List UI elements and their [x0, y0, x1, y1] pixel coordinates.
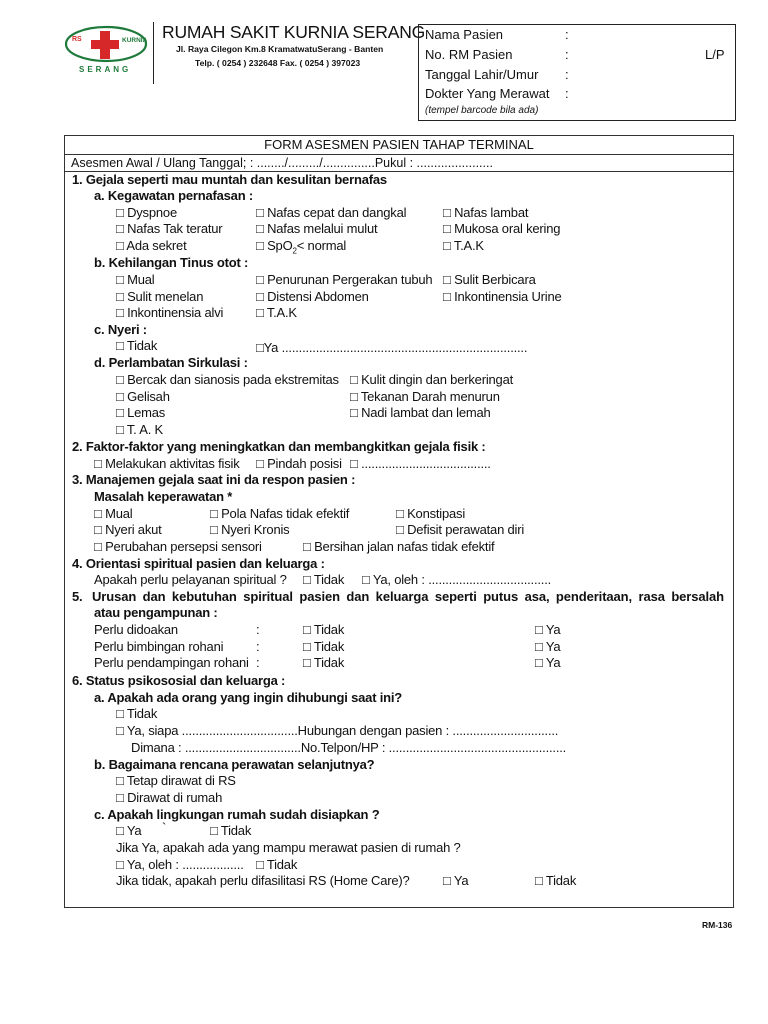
checkbox-td-menurun[interactable]: □ Tekanan Darah menurun — [350, 389, 500, 404]
checkbox-nyeri-ya[interactable]: □Ya ........................................................................ — [256, 340, 528, 355]
stray-tick-mark: ` — [162, 820, 167, 835]
checkbox-mukosa-kering[interactable]: □ Mukosa oral kering — [443, 221, 561, 236]
contact-where-line[interactable]: Dimana : ..................................No.Telpon/HP : .................................................... — [131, 740, 567, 755]
barcode-note: (tempel barcode bila ada) — [425, 105, 539, 116]
logo-text-kurnia: KURNIA — [122, 37, 148, 44]
row-label-didoakan: Perlu didoakan — [94, 622, 178, 637]
checkbox-homecare-tidak[interactable]: □ Tidak — [535, 873, 577, 888]
section-6-title: 6. Status psikososial dan keluarga : — [72, 673, 286, 688]
checkbox-pindah-posisi[interactable]: □ Pindah posisi — [256, 456, 342, 471]
hospital-name: RUMAH SAKIT KURNIA SERANG — [162, 22, 426, 42]
spiritual-question: Apakah perlu pelayanan spiritual ? — [94, 572, 287, 587]
patient-rm-label: No. RM Pasien — [425, 47, 513, 62]
checkbox-nyeri-tidak[interactable]: □ Tidak — [116, 338, 158, 353]
section-4-title: 4. Orientasi spiritual pasien dan keluarga : — [72, 556, 325, 571]
checkbox-didoakan-tidak[interactable]: □ Tidak — [303, 622, 345, 637]
section-1d-title: d. Perlambatan Sirkulasi : — [94, 355, 248, 370]
patient-name-colon: : — [565, 27, 569, 42]
assessment-date-line: Asesmen Awal / Ulang Tanggal; : ......../........./...............Pukul : ...................... — [65, 154, 733, 172]
patient-doctor-label: Dokter Yang Merawat — [425, 86, 550, 101]
checkbox-lainnya-2[interactable]: □ ...................................... — [350, 456, 491, 471]
checkbox-contact-tidak[interactable]: □ Tidak — [116, 706, 158, 721]
checkbox-bimbingan-tidak[interactable]: □ Tidak — [303, 639, 345, 654]
checkbox-dirawat-rs[interactable]: □ Tetap dirawat di RS — [116, 773, 236, 788]
checkbox-penurunan-gerak[interactable]: □ Penurunan Pergerakan tubuh — [256, 272, 433, 287]
patient-dob-colon: : — [565, 67, 569, 82]
form-title: FORM ASESMEN PASIEN TAHAP TERMINAL — [65, 136, 733, 155]
checkbox-inkontinensia-urine[interactable]: □ Inkontinensia Urine — [443, 289, 562, 304]
checkbox-pendampingan-ya[interactable]: □ Ya — [535, 655, 561, 670]
checkbox-nafas-lambat[interactable]: □ Nafas lambat — [443, 205, 529, 220]
checkbox-caregiver-tidak[interactable]: □ Tidak — [256, 857, 298, 872]
patient-identity-box — [418, 24, 736, 121]
checkbox-rumah-tidak[interactable]: □ Tidak — [210, 823, 252, 838]
checkbox-konstipasi[interactable]: □ Konstipasi — [396, 506, 466, 521]
checkbox-kulit-dingin[interactable]: □ Kulit dingin dan berkeringat — [350, 372, 514, 387]
patient-gender: L/P — [705, 47, 725, 62]
patient-doctor-colon: : — [565, 86, 569, 101]
checkbox-spiritual-ya[interactable]: □ Ya, oleh : .................................... — [362, 572, 552, 587]
checkbox-nadi-lambat[interactable]: □ Nadi lambat dan lemah — [350, 405, 491, 420]
header-divider — [153, 22, 154, 84]
homecare-question: Jika tidak, apakah perlu difasilitasi RS (Home Care)? — [116, 873, 410, 888]
checkbox-contact-ya[interactable]: □ Ya, siapa ..................................Hubungan dengan pasien : ............................... — [116, 723, 559, 738]
logo-text-serang: SERANG — [79, 65, 132, 74]
checkbox-dirawat-rumah[interactable]: □ Dirawat di rumah — [116, 790, 223, 805]
section-1b-title: b. Kehilangan Tinus otot : — [94, 255, 249, 270]
checkbox-sulit-menelan[interactable]: □ Sulit menelan — [116, 289, 204, 304]
hospital-phone: Telp. ( 0254 ) 232648 Fax. ( 0254 ) 397023 — [195, 58, 361, 68]
row-label-bimbingan: Perlu bimbingan rohani — [94, 639, 224, 654]
checkbox-bersihan-jalan-nafas[interactable]: □ Bersihan jalan nafas tidak efektif — [303, 539, 495, 554]
patient-rm-colon: : — [565, 47, 569, 62]
row-colon: : — [256, 639, 260, 654]
checkbox-nyeri-kronis[interactable]: □ Nyeri Kronis — [210, 522, 290, 537]
form-code: RM-136 — [702, 920, 733, 930]
section-3-title: 3. Manajemen gejala saat ini da respon pasien : — [72, 472, 356, 487]
checkbox-nyeri-akut[interactable]: □ Nyeri akut — [94, 522, 162, 537]
checkbox-tak-1b[interactable]: □ T.A.K — [256, 305, 297, 320]
section-5-number: 5. — [72, 589, 83, 604]
section-1a-title: a. Kegawatan pernafasan : — [94, 188, 253, 203]
checkbox-ada-sekret[interactable]: □ Ada sekret — [116, 238, 187, 253]
checkbox-caregiver-ya[interactable]: □ Ya, oleh : .................. — [116, 857, 244, 872]
section-3-subtitle: Masalah keperawatan * — [94, 489, 233, 504]
section-6c-title: c. Apakah lingkungan rumah sudah disiapkan ? — [94, 807, 380, 822]
row-colon: : — [256, 622, 260, 637]
section-1-title: 1. Gejala seperti mau muntah dan kesulitan bernafas — [72, 172, 387, 187]
section-6a-title: a. Apakah ada orang yang ingin dihubungi saat ini? — [94, 690, 403, 705]
checkbox-bimbingan-ya[interactable]: □ Ya — [535, 639, 561, 654]
caregiver-question: Jika Ya, apakah ada yang mampu merawat pasien di rumah ? — [116, 840, 461, 855]
patient-dob-label: Tanggal Lahir/Umur — [425, 67, 539, 82]
section-2-title: 2. Faktor-faktor yang meningkatkan dan membangkitkan gejala fisik : — [72, 439, 486, 454]
patient-name-label: Nama Pasien — [425, 27, 504, 42]
row-colon: : — [256, 655, 260, 670]
section-6b-title: b. Bagaimana rencana perawatan selanjutnya? — [94, 757, 375, 772]
checkbox-nafas-cepat[interactable]: □ Nafas cepat dan dangkal — [256, 205, 407, 220]
checkbox-rumah-ya[interactable]: □ Ya — [116, 823, 142, 838]
checkbox-spiritual-tidak[interactable]: □ Tidak — [303, 572, 345, 587]
logo-text-rs: RS — [72, 36, 82, 43]
checkbox-gelisah[interactable]: □ Gelisah — [116, 389, 170, 404]
hospital-address: Jl. Raya Cilegon Km.8 KramatwatuSerang - Banten — [176, 44, 384, 54]
checkbox-didoakan-ya[interactable]: □ Ya — [535, 622, 561, 637]
checkbox-distensi[interactable]: □ Distensi Abdomen — [256, 289, 369, 304]
checkbox-homecare-ya[interactable]: □ Ya — [443, 873, 469, 888]
checkbox-mual-1b[interactable]: □ Mual — [116, 272, 155, 287]
checkbox-sulit-bicara[interactable]: □ Sulit Berbicara — [443, 272, 536, 287]
row-label-pendampingan: Perlu pendampingan rohani — [94, 655, 249, 670]
checkbox-pola-nafas[interactable]: □ Pola Nafas tidak efektif — [210, 506, 350, 521]
section-5-title: Urusan dan kebutuhan spiritual pasien dan keluarga seperti putus asa, penderitaan, rasa bersalah — [92, 589, 724, 604]
checkbox-spo2[interactable]: □ SpO$_2$< normal — [256, 238, 347, 256]
checkbox-pendampingan-tidak[interactable]: □ Tidak — [303, 655, 345, 670]
checkbox-tak-1a[interactable]: □ T.A.K — [443, 238, 484, 253]
checkbox-mual-3[interactable]: □ Mual — [94, 506, 133, 521]
checkbox-inkontinensia-alvi[interactable]: □ Inkontinensia alvi — [116, 305, 224, 320]
checkbox-bercak-sianosis[interactable]: □ Bercak dan sianosis pada ekstremitas — [116, 372, 339, 387]
checkbox-lemas[interactable]: □ Lemas — [116, 405, 166, 420]
checkbox-persepsi-sensori[interactable]: □ Perubahan persepsi sensori — [94, 539, 262, 554]
checkbox-nafas-tak-teratur[interactable]: □ Nafas Tak teratur — [116, 221, 223, 236]
checkbox-dyspnoe[interactable]: □ Dyspnoe — [116, 205, 177, 220]
checkbox-tak-1d[interactable]: □ T. A. K — [116, 422, 164, 437]
checkbox-defisit-perawatan[interactable]: □ Defisit perawatan diri — [396, 522, 525, 537]
section-5-title-cont: atau pengampunan : — [94, 605, 218, 620]
checkbox-aktivitas-fisik[interactable]: □ Melakukan aktivitas fisik — [94, 456, 240, 471]
checkbox-nafas-mulut[interactable]: □ Nafas melalui mulut — [256, 221, 378, 236]
section-1c-title: c. Nyeri : — [94, 322, 147, 337]
